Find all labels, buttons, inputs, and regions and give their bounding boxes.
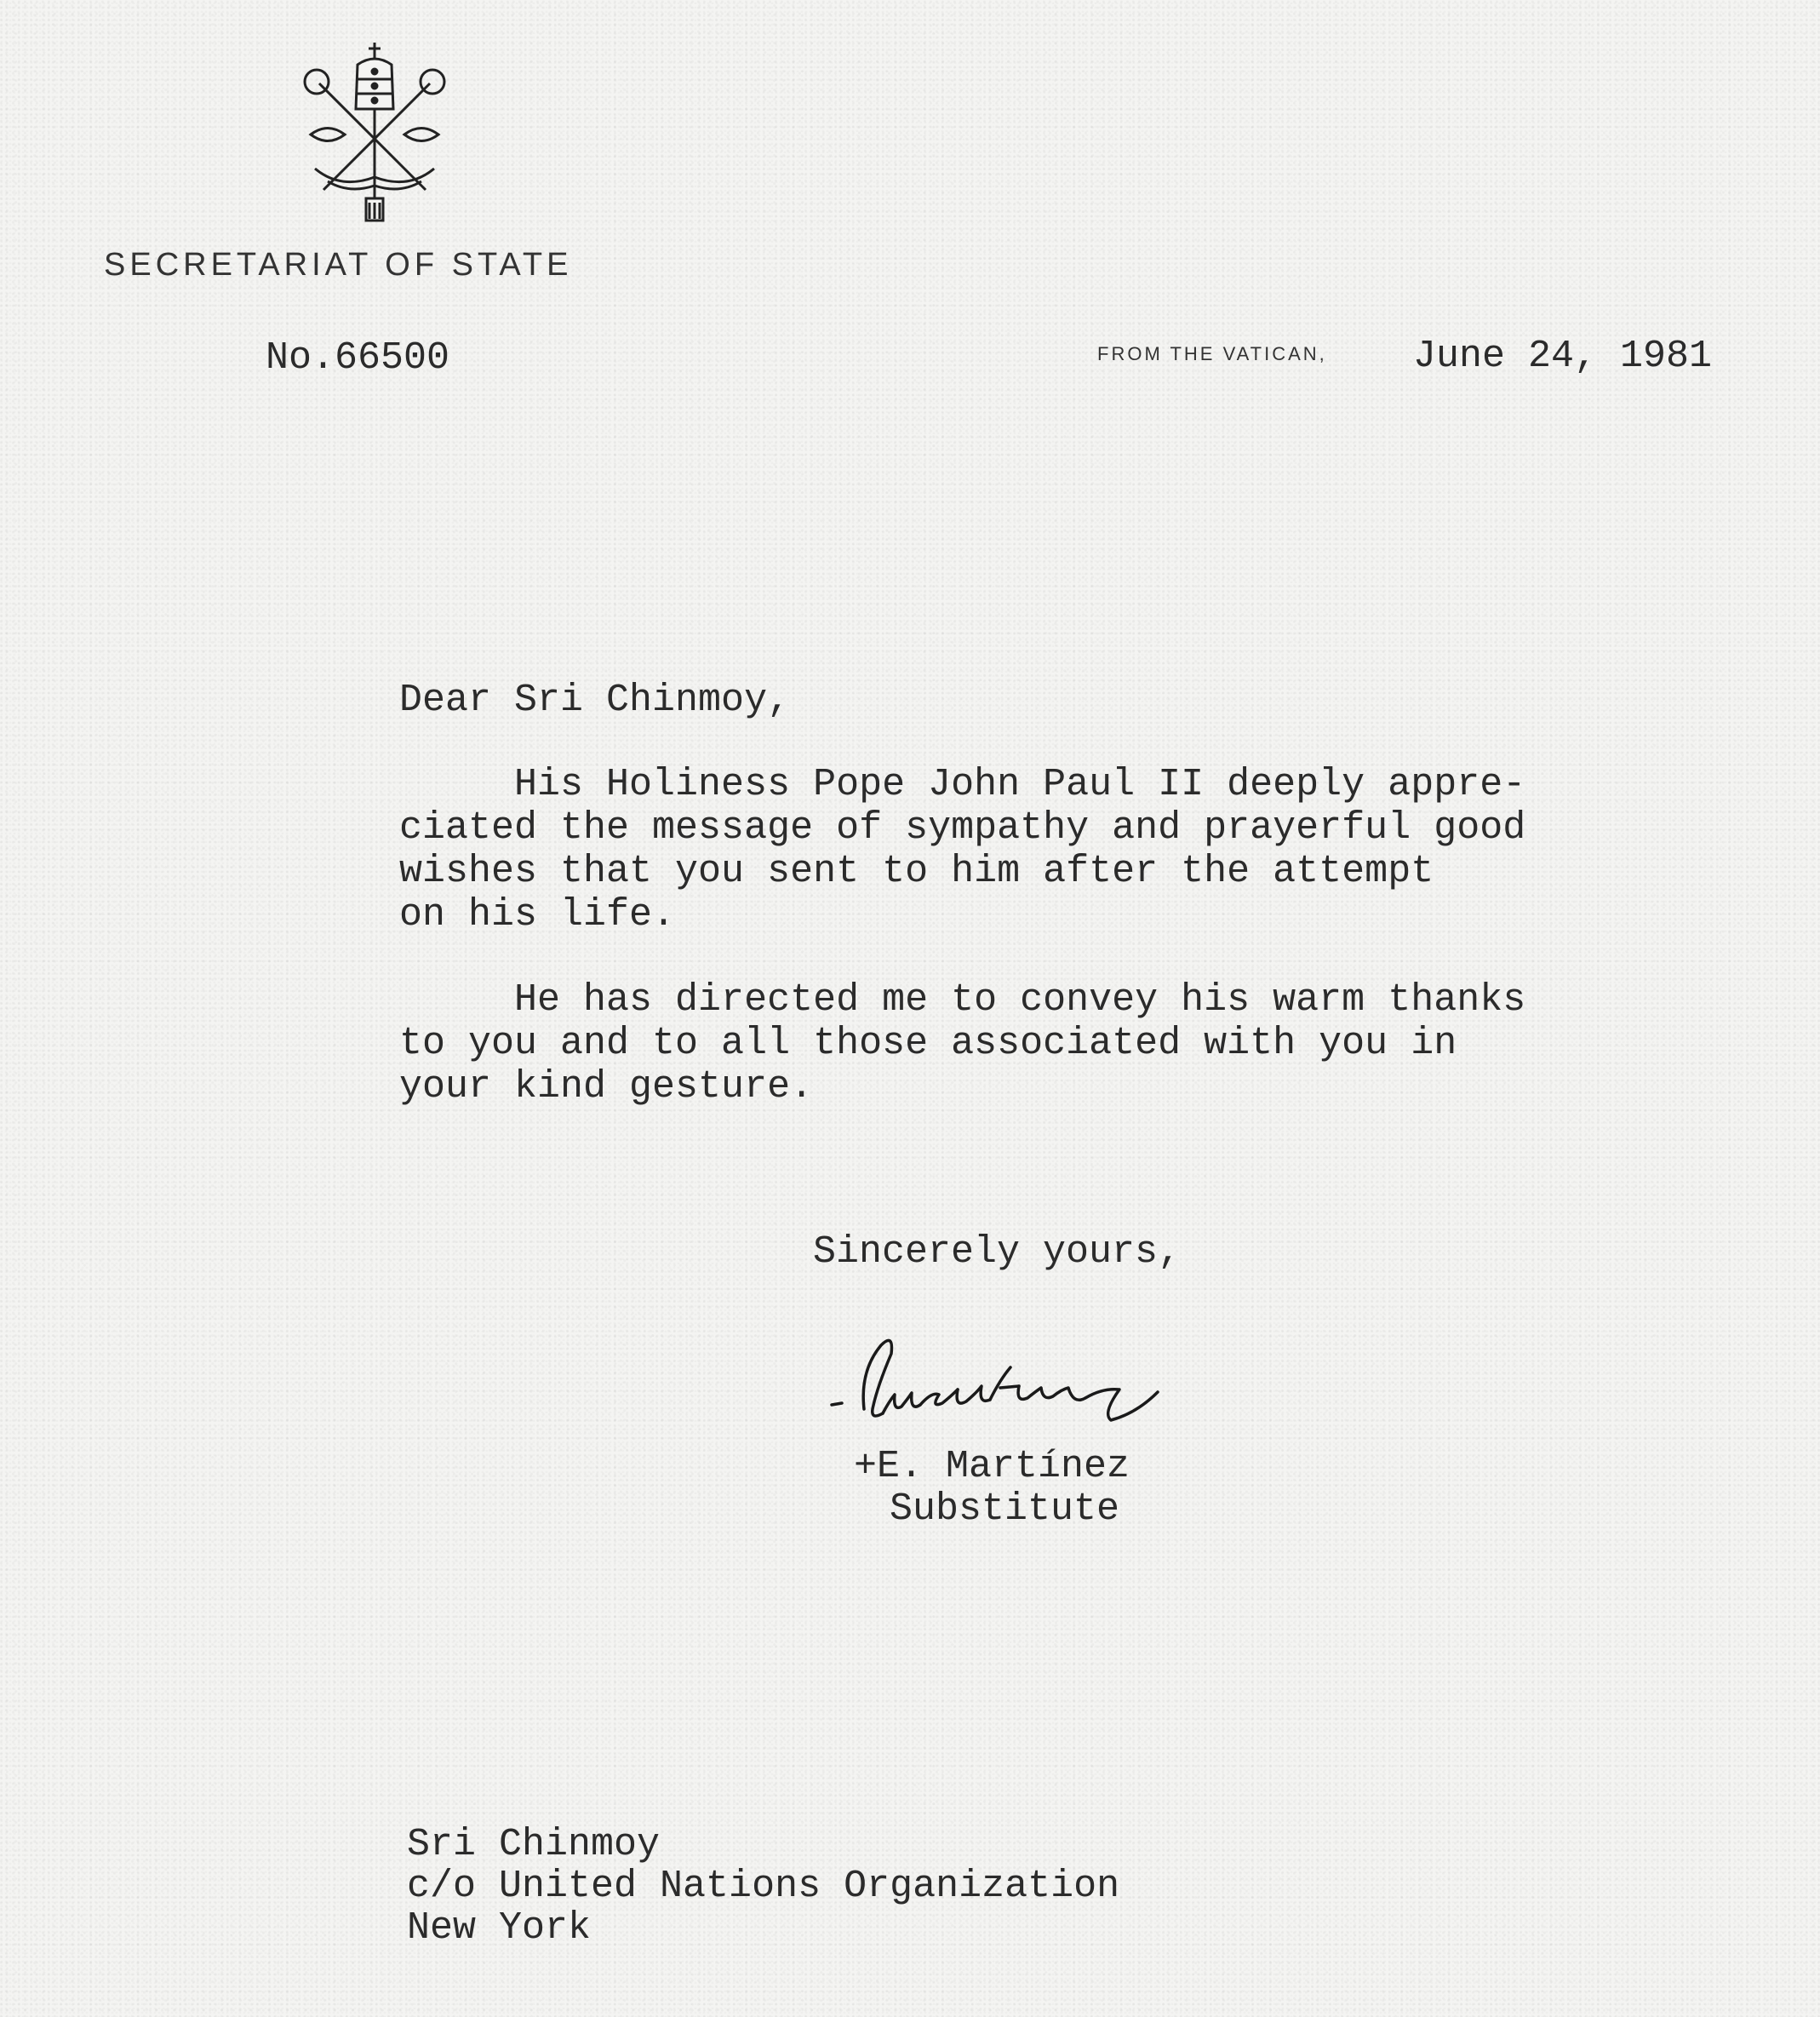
protocol-number: No.66500	[266, 336, 450, 380]
letter-date: June 24, 1981	[1413, 335, 1713, 378]
closing: Sincerely yours,	[813, 1230, 1182, 1274]
from-label: FROM THE VATICAN,	[1097, 343, 1327, 364]
body-paragraph-1: His Holiness Pope John Paul II deeply appre- ciated the message of sympathy and prayerful good wishes that you sent to him after the attempt on his life.	[399, 763, 1526, 937]
address-line-1: Sri Chinmoy	[407, 1823, 661, 1866]
recipient-address	[407, 1824, 1119, 1949]
letterhead-office: SECRETARIAT OF STATE	[104, 247, 573, 283]
body-paragraph-2: He has directed me to convey his warm thanks to you and to all those associated with you in your kind gesture.	[399, 978, 1526, 1109]
handwritten-signature	[830, 1320, 1205, 1439]
salutation: Dear Sri Chinmoy,	[399, 679, 791, 722]
signer-title: Substitute	[890, 1487, 1120, 1531]
papal-coat-of-arms-icon	[298, 41, 451, 224]
address-line-2: c/o United Nations Organization	[407, 1865, 1120, 1908]
signer-name: +E. Martínez	[854, 1445, 1130, 1488]
address-line-3: New York	[407, 1906, 592, 1950]
